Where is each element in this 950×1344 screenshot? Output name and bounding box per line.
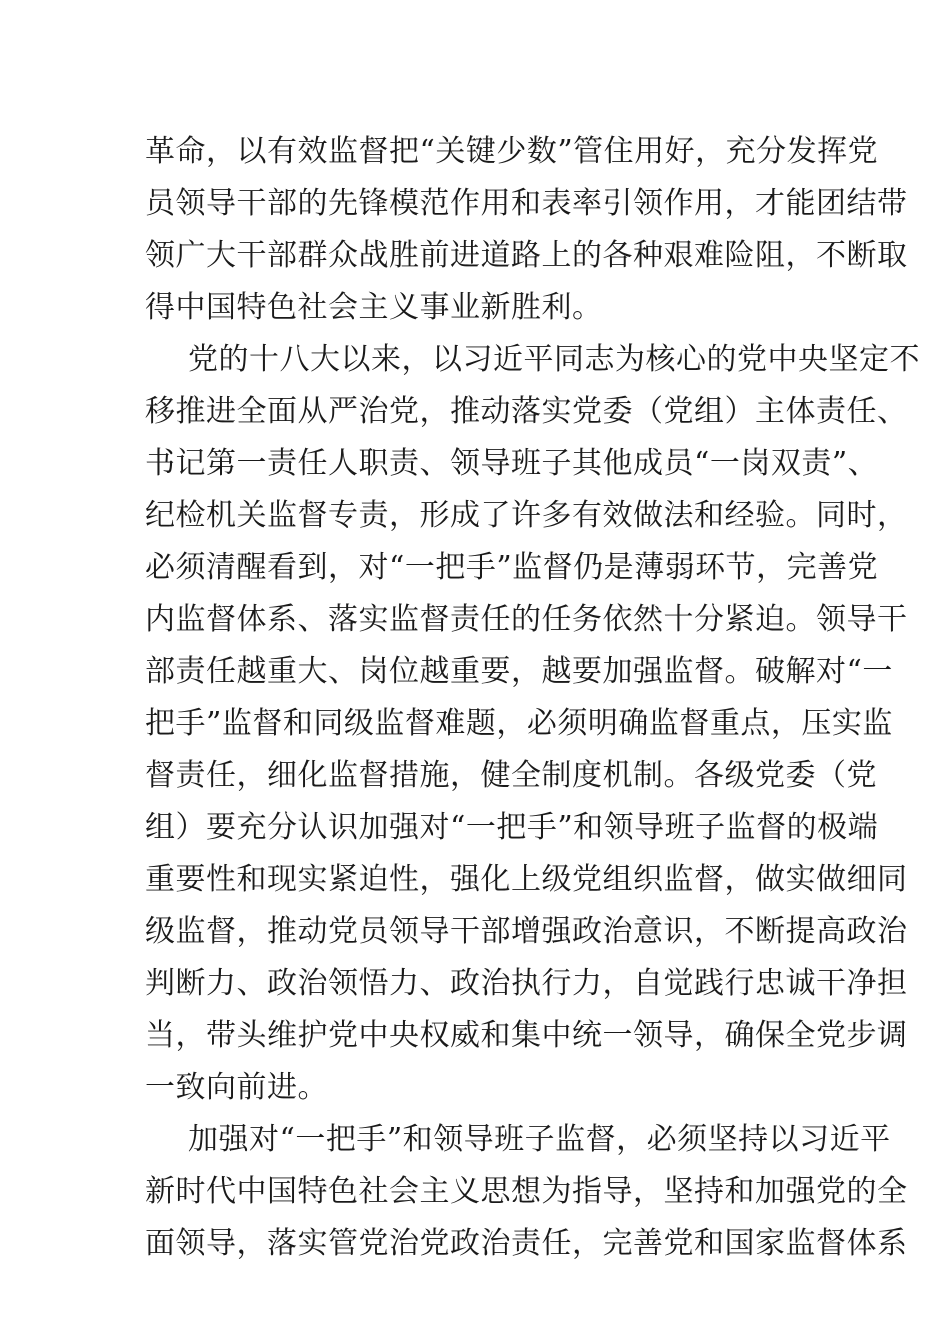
text-line: 党的十八大以来，以习近平同志为核心的党中央坚定不 <box>188 342 920 377</box>
text-line: 内监督体系、落实监督责任的任务依然十分紧迫。领导干 <box>145 602 908 637</box>
text-line: 纪检机关监督专责，形成了许多有效做法和经验。同时， <box>145 498 908 533</box>
text-line: 员领导干部的先锋模范作用和表率引领作用，才能团结带 <box>145 186 908 221</box>
text-line: 书记第一责任人职责、领导班子其他成员“一岗双责”、 <box>145 446 879 481</box>
text-line: 得中国特色社会主义事业新胜利。 <box>145 290 603 325</box>
text-line: 领广大干部群众战胜前进道路上的各种艰难险阻，不断取 <box>145 238 908 273</box>
text-line: 移推进全面从严治党，推动落实党委（党组）主体责任、 <box>145 394 908 429</box>
text-line: 组）要充分认识加强对“一把手”和领导班子监督的极端 <box>145 810 879 845</box>
text-line: 督责任，细化监督措施，健全制度机制。各级党委（党 <box>145 758 877 793</box>
text-line: 加强对“一把手”和领导班子监督，必须坚持以习近平 <box>188 1122 891 1157</box>
text-line: 级监督，推动党员领导干部增强政治意识，不断提高政治 <box>145 914 908 949</box>
text-line: 把手”监督和同级监督难题，必须明确监督重点，压实监 <box>145 706 893 741</box>
text-line: 革命，以有效监督把“关键少数”管住用好，充分发挥党 <box>145 134 879 169</box>
text-line: 必须清醒看到，对“一把手”监督仍是薄弱环节，完善党 <box>145 550 879 585</box>
text-line: 新时代中国特色社会主义思想为指导，坚持和加强党的全 <box>145 1174 908 1209</box>
text-line: 判断力、政治领悟力、政治执行力，自觉践行忠诚干净担 <box>145 966 908 1001</box>
text-line: 部责任越重大、岗位越重要，越要加强监督。破解对“一 <box>145 654 893 689</box>
text-line: 一致向前进。 <box>145 1070 328 1105</box>
text-line: 当，带头维护党中央权威和集中统一领导，确保全党步调 <box>145 1018 908 1053</box>
text-line: 重要性和现实紧迫性，强化上级党组织监督，做实做细同 <box>145 862 908 897</box>
text-line: 面领导，落实管党治党政治责任，完善党和国家监督体系 <box>145 1226 908 1261</box>
